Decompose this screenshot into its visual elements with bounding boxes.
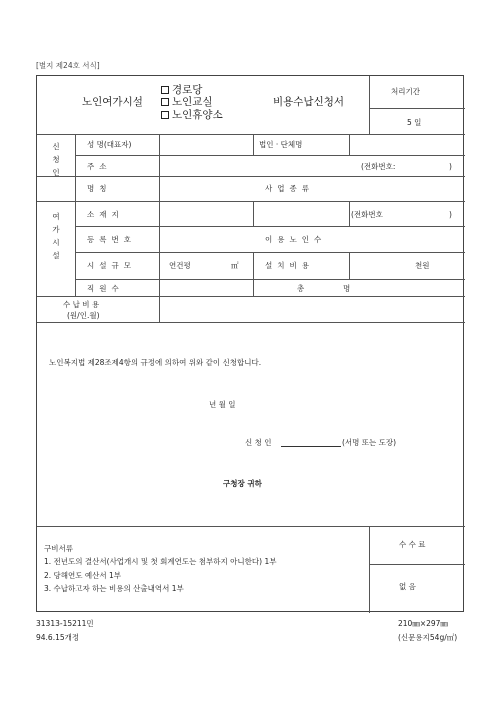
floor-area-unit: ㎡ bbox=[231, 261, 239, 270]
org-name-field[interactable] bbox=[350, 135, 464, 155]
location-field[interactable] bbox=[160, 202, 348, 225]
org-name-label: 법인 · 단체명 bbox=[259, 140, 303, 149]
fee-value: 없 음 bbox=[399, 582, 416, 591]
form-number-label: [별지 제24호 서식] bbox=[36, 61, 100, 70]
statement-text: 노인복지법 제28조제4항의 규정에 의하여 위와 같이 신청합니다. bbox=[49, 358, 262, 367]
processing-period-value: 5 일 bbox=[407, 118, 422, 127]
date-line: 년 월 일 bbox=[209, 400, 236, 409]
signature-label: 신 청 인 bbox=[245, 438, 272, 447]
application-form: 경로당 노인여가시설 노인교실 비용수납신청서 노인휴양소 처리기간 5 일 신 청 인 성 명(대표자) 법인 · 단체명 주소 (전화번호: ) 여 가 시 설 명칭 사업종류 소재지 (전화번호 ) 등록번호 이용노인수 시설규모 연건평 ㎡ 설치비용 천원 직원수 총 명 수 납 비 용 (원/인.월) 노인복지법 제28조제4항의 규정에 의하여 위와 같이 신청합니다. 년 월 일 신 청 인 (서명 또는 도장) 구청장 귀하 구비서류 1. 전년도의 결산서(사업개시 및 첫 회계연도는 첨부하지 아니한다) 1부 2. 당해연도 예산서 1부 3. 수납하고자 하는 비용의 산출내역서 1부 수 수 료 없 음 bbox=[36, 75, 464, 612]
section-facility: 여 가 시 설 bbox=[52, 212, 60, 260]
paper-type: (신문용지54g/㎡) bbox=[398, 633, 458, 642]
fee-field[interactable] bbox=[160, 297, 464, 321]
business-type-label: 사업종류 bbox=[265, 184, 314, 193]
fee-unit: (원/인.월) bbox=[67, 311, 100, 320]
doc-item: 3. 수납하고자 하는 비용의 산출내역서 1부 bbox=[44, 584, 184, 593]
location-label: 소재지 bbox=[87, 210, 124, 219]
business-type-field[interactable] bbox=[350, 177, 464, 200]
name-label: 성 명(대표자) bbox=[87, 140, 132, 149]
option-senior-resort[interactable]: 노인휴양소 bbox=[161, 110, 223, 121]
processing-period-label: 처리기간 bbox=[391, 87, 420, 96]
applicant-phone-note: (전화번호: bbox=[361, 162, 396, 171]
required-docs-title: 구비서류 bbox=[44, 544, 73, 553]
install-cost-label: 설치비용 bbox=[265, 261, 314, 270]
staff-total-label: 총 bbox=[297, 284, 305, 293]
facility-name-label: 명칭 bbox=[87, 184, 112, 193]
doc-item: 2. 당해연도 예산서 1부 bbox=[44, 571, 122, 580]
fee-label: 수 납 비 용 bbox=[63, 300, 100, 309]
title-suffix: 비용수납신청서 bbox=[273, 96, 345, 108]
revision-date: 94.6.15개정 bbox=[36, 633, 80, 642]
facility-size-label: 시설규모 bbox=[87, 261, 136, 270]
registration-number-label: 등록번호 bbox=[87, 235, 136, 244]
checkbox-icon[interactable] bbox=[161, 86, 169, 94]
fee-title: 수 수 료 bbox=[399, 540, 426, 549]
checkbox-icon[interactable] bbox=[161, 111, 169, 119]
address-field[interactable] bbox=[160, 156, 360, 176]
option-senior-class[interactable]: 노인교실 bbox=[161, 97, 213, 108]
addressee: 구청장 귀하 bbox=[223, 479, 262, 488]
checkbox-icon[interactable] bbox=[161, 98, 169, 106]
address-label: 주소 bbox=[87, 162, 112, 171]
facility-phone-note: (전화번호 bbox=[351, 210, 383, 219]
staff-unit: 명 bbox=[343, 284, 351, 293]
name-field[interactable] bbox=[160, 135, 252, 155]
users-count-label: 이용노인수 bbox=[265, 235, 327, 244]
doc-item: 1. 전년도의 결산서(사업개시 및 첫 회계연도는 첨부하지 아니한다) 1부 bbox=[44, 557, 277, 566]
section-applicant: 신 청 인 bbox=[52, 142, 60, 177]
signature-line[interactable] bbox=[281, 446, 341, 447]
option-senior-center[interactable]: 경로당 bbox=[161, 85, 202, 96]
facility-name-field[interactable] bbox=[160, 177, 252, 200]
title-prefix: 노인여가시설 bbox=[82, 96, 143, 108]
install-cost-unit: 천원 bbox=[415, 261, 430, 270]
staff-count-label: 직원수 bbox=[87, 284, 124, 293]
users-count-field[interactable] bbox=[350, 227, 464, 251]
signature-note: (서명 또는 도장) bbox=[342, 438, 397, 447]
paper-size: 210㎜×297㎜ bbox=[398, 619, 448, 628]
registration-number-field[interactable] bbox=[160, 227, 252, 251]
form-code: 31313-15211민 bbox=[36, 619, 94, 628]
floor-area-label: 연건평 bbox=[169, 261, 191, 270]
